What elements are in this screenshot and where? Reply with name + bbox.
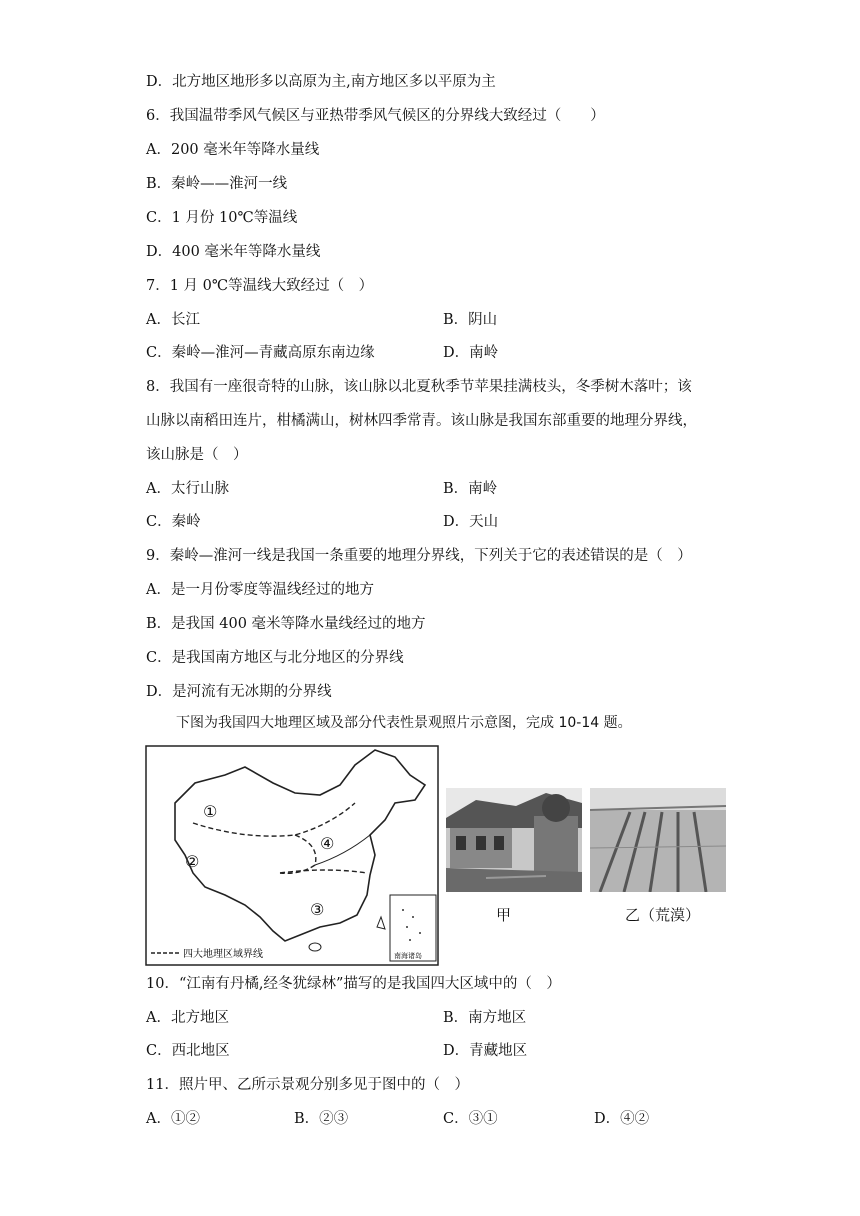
option-text: C．秦岭—淮河—青藏高原东南边缘 [146, 345, 375, 361]
option-text: A．是一月份零度等温线经过的地方 [146, 582, 374, 598]
option-text: A．200 毫米年等降水量线 [146, 142, 320, 158]
option-text: B．②③ [294, 1111, 349, 1127]
option-text: B．是我国 400 毫米等降水量线经过的地方 [146, 616, 426, 632]
inset-label: 南海诸岛 [394, 952, 422, 960]
region-label-1: ① [203, 802, 218, 821]
option-text: B．南岭 [443, 481, 498, 497]
question-8-cont: 该山脉是（ ） [146, 447, 248, 463]
option-text: C．是我国南方地区与北分地区的分界线 [146, 650, 404, 666]
option-text: C．1 月份 10℃等温线 [146, 210, 298, 226]
option-text: A．太行山脉 [146, 481, 229, 497]
question-8-cont: 山脉以南稻田连片，柑橘满山，树林四季常青。该山脉是我国东部重要的地理分界线， [146, 413, 697, 429]
region-label-3: ③ [310, 900, 325, 919]
option-text: A．长江 [146, 312, 200, 328]
question-11: 11．照片甲、乙所示景观分别多见于图中的（ ） [146, 1077, 469, 1093]
map-legend: 四大地理区域界线 [183, 949, 263, 960]
option-text: D．天山 [443, 514, 499, 530]
option-text: B．秦岭——淮河一线 [146, 176, 288, 192]
question-8: 8．我国有一座很奇特的山脉，该山脉以北夏秋季节苹果挂满枝头，冬季树木落叶；该 [146, 379, 692, 395]
option-text: C．西北地区 [146, 1043, 230, 1059]
option-text: A．①② [146, 1111, 200, 1127]
photo-jia [446, 788, 582, 892]
option-text: C．③① [443, 1111, 498, 1127]
option-text: D．是河流有无冰期的分界线 [146, 684, 332, 700]
photo-yi [590, 788, 726, 892]
option-text: D．南岭 [443, 345, 499, 361]
photo-yi-caption: 乙（荒漠） [625, 906, 701, 924]
region-label-4: ④ [320, 834, 335, 853]
option-text: D．青藏地区 [443, 1043, 528, 1059]
photo-jia-caption: 甲 [496, 906, 512, 924]
question-10: 10．“江南有丹橘,经冬犹绿林”描写的是我国四大区域中的（ ） [146, 976, 561, 992]
option-text: D．④② [594, 1111, 650, 1127]
region-label-2: ② [185, 852, 200, 871]
option-text: D．北方地区地形多以高原为主,南方地区多以平原为主 [146, 74, 496, 90]
question-7: 7．1 月 0℃等温线大致经过（ ） [146, 278, 374, 294]
option-text: B．阴山 [443, 312, 498, 328]
china-regions-map [145, 745, 440, 967]
option-text: A．北方地区 [146, 1010, 229, 1026]
question-6: 6．我国温带季风气候区与亚热带季风气候区的分界线大致经过（ ） [146, 108, 605, 124]
figure-intro: 下图为我国四大地理区域及部分代表性景观照片示意图，完成 10-14 题。 [176, 715, 632, 731]
option-text: D．400 毫米年等降水量线 [146, 244, 321, 260]
option-text: C．秦岭 [146, 514, 201, 530]
option-text: B．南方地区 [443, 1010, 527, 1026]
question-9: 9．秦岭—淮河一线是我国一条重要的地理分界线，下列关于它的表述错误的是（ ） [146, 548, 692, 564]
